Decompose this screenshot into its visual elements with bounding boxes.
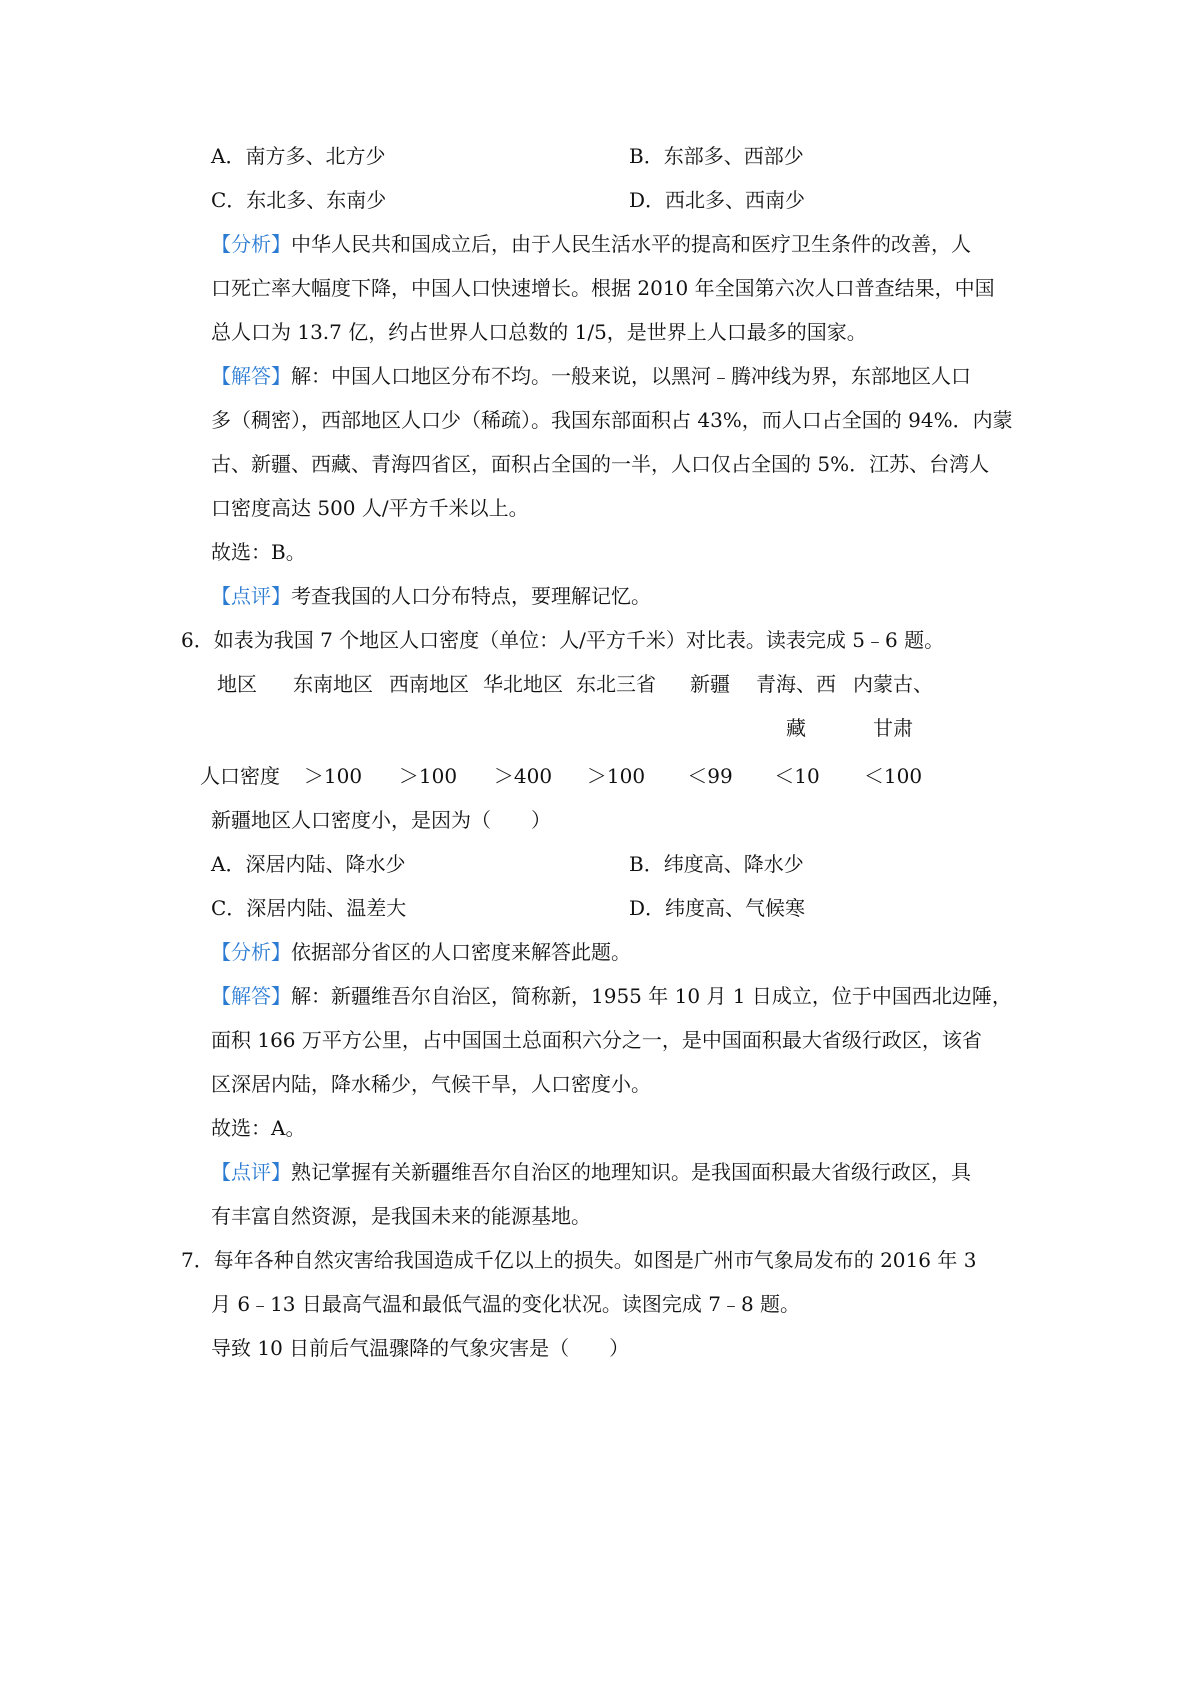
table-cell: ＜10 [774, 764, 820, 788]
answer-line-1 [211, 981, 1012, 1011]
option-d: D．西北多、西南少 [629, 188, 806, 212]
question-7-text: 导致 10 日前后气温骤降的气象灾害是（ ） [211, 1336, 630, 1360]
choice: 故选：A。 [211, 1116, 306, 1140]
table-header-cell: 东北三省 [576, 672, 656, 696]
table-row-label: 人口密度 [200, 764, 280, 788]
option-a: A．南方多、北方少 [211, 144, 386, 168]
answer-text: 解：中国人口地区分布不均。一般来说，以黑河﹣腾冲线为界，东部地区人口 [291, 364, 971, 388]
option-a: A．深居内陆、降水少 [211, 852, 406, 876]
comment-line-2: 有丰富自然资源，是我国未来的能源基地。 [211, 1204, 591, 1228]
answer-text: 解：新疆维吾尔自治区，简称新，1955 年 10 月 1 日成立，位于中国西北边陲， [291, 984, 1012, 1008]
table-header-cell: 西南地区 [389, 672, 469, 696]
option-b: B．纬度高、降水少 [629, 852, 804, 876]
table-cell: ＜100 [863, 764, 923, 788]
comment-tag: 【点评】 [211, 1160, 291, 1184]
table-header-wrap: 甘肃 [873, 716, 913, 740]
answer-line-1 [211, 361, 971, 391]
analysis-tag: 【分析】 [211, 940, 291, 964]
analysis-text: 中华人民共和国成立后，由于人民生活水平的提高和医疗卫生条件的改善，人 [291, 232, 971, 256]
table-header-wrap: 藏 [786, 716, 806, 740]
table-cell: ＞400 [493, 764, 553, 788]
comment [211, 581, 651, 611]
option-c: C．东北多、东南少 [211, 188, 387, 212]
table-header-cell: 华北地区 [483, 672, 563, 696]
table-cell: ＜99 [687, 764, 733, 788]
comment-text: 熟记掌握有关新疆维吾尔自治区的地理知识。是我国面积最大省级行政区，具 [291, 1160, 971, 1184]
comment-text: 考查我国的人口分布特点，要理解记忆。 [291, 584, 651, 608]
table-header-cell: 内蒙古、 [853, 672, 933, 696]
answer-tag: 【解答】 [211, 984, 291, 1008]
analysis-line-2: 口死亡率大幅度下降，中国人口快速增长。根据 2010 年全国第六次人口普查结果，中国 [211, 276, 995, 300]
analysis-line-3: 总人口为 13.7 亿，约占世界人口总数的 1/5，是世界上人口最多的国家。 [211, 320, 867, 344]
comment-line-1 [211, 1157, 971, 1187]
answer-line-2: 多（稠密），西部地区人口少（稀疏）。我国东部面积占 43%，而人口占全国的 94%．内蒙 [211, 408, 1013, 432]
analysis-tag: 【分析】 [211, 232, 291, 256]
table-header-cell: 东南地区 [293, 672, 373, 696]
table-header-cell: 地区 [217, 672, 257, 696]
question-6-stem: 6．如表为我国 7 个地区人口密度（单位：人/平方千米）对比表。读表完成 5﹣6 题。 [181, 628, 945, 652]
table-header-cell: 新疆 [690, 672, 730, 696]
answer-line-4: 口密度高达 500 人/平方千米以上。 [211, 496, 529, 520]
table-cell: ＞100 [586, 764, 646, 788]
option-d: D．纬度高、气候寒 [629, 896, 806, 920]
question-7-stem-line-2: 月 6﹣13 日最高气温和最低气温的变化状况。读图完成 7﹣8 题。 [211, 1292, 801, 1316]
table-header-cell: 青海、西 [756, 672, 836, 696]
analysis-text: 依据部分省区的人口密度来解答此题。 [291, 940, 631, 964]
analysis-line-1 [211, 229, 971, 259]
option-c: C．深居内陆、温差大 [211, 896, 407, 920]
answer-line-3: 古、新疆、西藏、青海四省区，面积占全国的一半，人口仅占全国的 5%．江苏、台湾人 [211, 452, 990, 476]
answer-tag: 【解答】 [211, 364, 291, 388]
answer-line-2: 面积 166 万平方公里，占中国国土总面积六分之一，是中国面积最大省级行政区，该省 [211, 1028, 982, 1052]
table-cell: ＞100 [398, 764, 458, 788]
choice: 故选：B。 [211, 540, 306, 564]
question-7-stem-line-1: 7．每年各种自然灾害给我国造成千亿以上的损失。如图是广州市气象局发布的 2016 年 3 [181, 1248, 977, 1272]
analysis-line-1 [211, 937, 631, 967]
table-cell: ＞100 [303, 764, 363, 788]
comment-tag: 【点评】 [211, 584, 291, 608]
question-6-text: 新疆地区人口密度小，是因为（ ） [211, 808, 551, 832]
option-b: B．东部多、西部少 [629, 144, 804, 168]
answer-line-3: 区深居内陆，降水稀少，气候干旱，人口密度小。 [211, 1072, 651, 1096]
